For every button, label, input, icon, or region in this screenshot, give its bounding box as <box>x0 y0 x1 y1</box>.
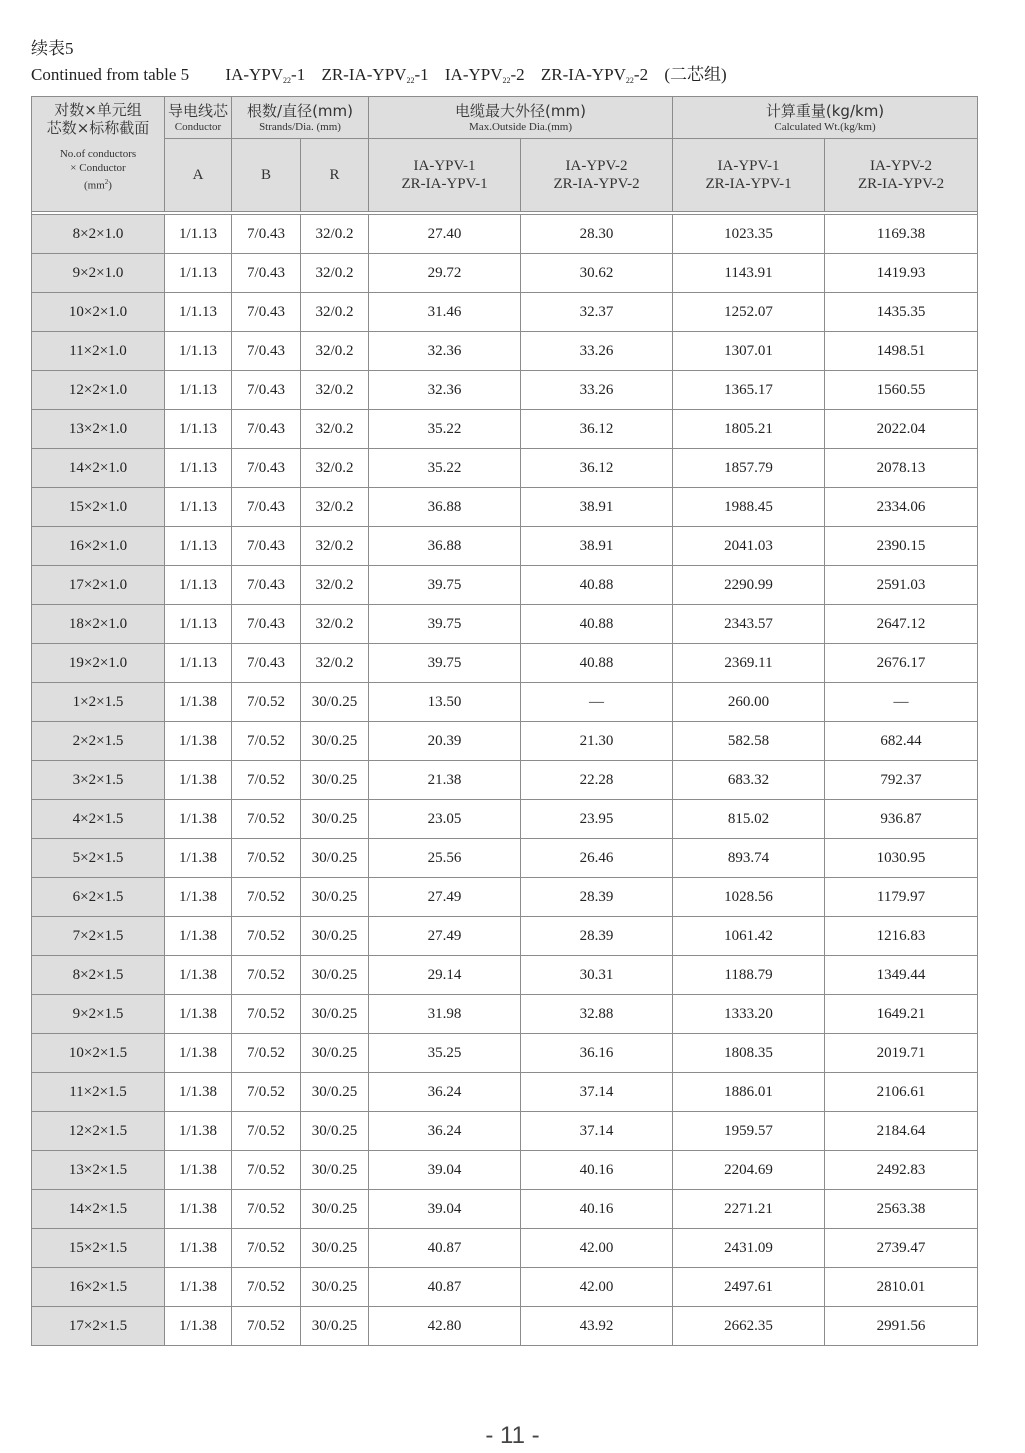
model-name: $IA-YPV_{22}-1$ <box>225 65 306 85</box>
cell-weight-ypv2: 1560.55 <box>825 371 978 410</box>
cell-conductor-a: 1/1.13 <box>165 449 232 488</box>
cell-strands-b: 7/0.43 <box>232 449 301 488</box>
cell-strands-b: 7/0.52 <box>232 800 301 839</box>
cell-weight-ypv2: 1419.93 <box>825 254 978 293</box>
cell-strands-r: 32/0.2 <box>301 605 369 644</box>
cell-conductor-a: 1/1.38 <box>165 1229 232 1268</box>
cell-strands-r: 32/0.2 <box>301 566 369 605</box>
cell-dia-ypv1: 32.36 <box>369 332 521 371</box>
cell-strands-b: 7/0.52 <box>232 1307 301 1346</box>
cell-weight-ypv2: 792.37 <box>825 761 978 800</box>
cell-weight-ypv1: 1333.20 <box>673 995 825 1034</box>
cell-conductor-a: 1/1.13 <box>165 527 232 566</box>
cell-strands-b: 7/0.43 <box>232 332 301 371</box>
cell-dia-ypv2: 37.14 <box>521 1073 673 1112</box>
model-name: $ZR-IA-YPV_{22}-2$ <box>540 65 649 85</box>
cell-weight-ypv2: 2991.56 <box>825 1307 978 1346</box>
cell-weight-ypv1: 1188.79 <box>673 956 825 995</box>
cell-strands-b: 7/0.52 <box>232 683 301 722</box>
cell-weight-ypv2: 1649.21 <box>825 995 978 1034</box>
cell-conductor-a: 1/1.38 <box>165 1307 232 1346</box>
cell-core-spec: 13×2×1.0 <box>32 410 165 449</box>
cell-strands-r: 30/0.25 <box>301 956 369 995</box>
cell-dia-ypv2: 40.88 <box>521 605 673 644</box>
cell-dia-ypv1: 29.72 <box>369 254 521 293</box>
cell-strands-r: 30/0.25 <box>301 1073 369 1112</box>
cell-weight-ypv2: 2492.83 <box>825 1151 978 1190</box>
cell-core-spec: 9×2×1.0 <box>32 254 165 293</box>
cell-strands-b: 7/0.52 <box>232 839 301 878</box>
table-row <box>32 410 978 449</box>
cell-weight-ypv1: 683.32 <box>673 761 825 800</box>
cell-dia-ypv1: 39.04 <box>369 1190 521 1229</box>
cell-dia-ypv1: 20.39 <box>369 722 521 761</box>
cell-dia-ypv1: 35.22 <box>369 449 521 488</box>
cell-weight-ypv1: 2662.35 <box>673 1307 825 1346</box>
cell-core-spec: 16×2×1.5 <box>32 1268 165 1307</box>
table-row <box>32 1151 978 1190</box>
cell-dia-ypv1: 25.56 <box>369 839 521 878</box>
cell-strands-b: 7/0.43 <box>232 605 301 644</box>
cell-strands-r: 32/0.2 <box>301 527 369 566</box>
cell-dia-ypv2: 36.12 <box>521 449 673 488</box>
table-row <box>32 254 978 293</box>
table-caption-en: Continued from table 5 <box>31 65 190 84</box>
cell-dia-ypv2: 30.62 <box>521 254 673 293</box>
cell-conductor-a: 1/1.38 <box>165 1151 232 1190</box>
cell-weight-ypv2: 1179.97 <box>825 878 978 917</box>
cell-strands-r: 30/0.25 <box>301 1268 369 1307</box>
cell-strands-r: 32/0.2 <box>301 410 369 449</box>
cable-spec-table <box>31 96 978 1346</box>
cell-conductor-a: 1/1.38 <box>165 800 232 839</box>
cell-strands-r: 30/0.25 <box>301 761 369 800</box>
cell-dia-ypv2: 36.12 <box>521 410 673 449</box>
cell-dia-ypv1: 39.75 <box>369 566 521 605</box>
cell-dia-ypv2: 28.30 <box>521 215 673 254</box>
cell-strands-r: 30/0.25 <box>301 1034 369 1073</box>
cell-strands-b: 7/0.52 <box>232 878 301 917</box>
cell-strands-r: 30/0.25 <box>301 878 369 917</box>
cell-dia-ypv2: 30.31 <box>521 956 673 995</box>
header-max-outside-dia: 电缆最大外径(mm) Max.Outside Dia.(mm) <box>369 97 673 139</box>
cell-strands-b: 7/0.52 <box>232 761 301 800</box>
cell-dia-ypv2: 23.95 <box>521 800 673 839</box>
cell-strands-r: 32/0.2 <box>301 371 369 410</box>
cell-strands-b: 7/0.52 <box>232 1190 301 1229</box>
cell-dia-ypv1: 21.38 <box>369 761 521 800</box>
cell-weight-ypv2: 2184.64 <box>825 1112 978 1151</box>
header-col-r: R <box>301 139 369 212</box>
cell-weight-ypv1: 1023.35 <box>673 215 825 254</box>
header-dia-ypv2: IA-YPV-2 ZR-IA-YPV-2 <box>521 139 673 212</box>
cell-dia-ypv2: 33.26 <box>521 371 673 410</box>
table-row <box>32 995 978 1034</box>
cell-strands-b: 7/0.43 <box>232 254 301 293</box>
cell-conductor-a: 1/1.13 <box>165 332 232 371</box>
cell-core-spec: 6×2×1.5 <box>32 878 165 917</box>
cell-dia-ypv1: 40.87 <box>369 1268 521 1307</box>
cell-weight-ypv2: 1435.35 <box>825 293 978 332</box>
cell-strands-b: 7/0.52 <box>232 956 301 995</box>
cell-core-spec: 15×2×1.0 <box>32 488 165 527</box>
cell-strands-r: 30/0.25 <box>301 1190 369 1229</box>
cell-weight-ypv2: 2390.15 <box>825 527 978 566</box>
header-strands: 根数/直径(mm) Strands/Dia. (mm) <box>232 97 369 139</box>
cell-weight-ypv1: 2204.69 <box>673 1151 825 1190</box>
cell-conductor-a: 1/1.13 <box>165 410 232 449</box>
table-row <box>32 605 978 644</box>
cell-strands-r: 32/0.2 <box>301 332 369 371</box>
table-row <box>32 488 978 527</box>
cell-dia-ypv1: 13.50 <box>369 683 521 722</box>
cell-dia-ypv2: 43.92 <box>521 1307 673 1346</box>
model-name: $IA-YPV_{22}-2$ <box>444 65 525 85</box>
cell-dia-ypv2: 28.39 <box>521 917 673 956</box>
cell-strands-r: 30/0.25 <box>301 683 369 722</box>
table-row <box>32 1190 978 1229</box>
core-group-label: (二芯组) <box>664 65 727 84</box>
cell-strands-r: 32/0.2 <box>301 215 369 254</box>
cell-conductor-a: 1/1.13 <box>165 254 232 293</box>
table-row <box>32 722 978 761</box>
cell-conductor-a: 1/1.38 <box>165 1073 232 1112</box>
cell-weight-ypv1: 1857.79 <box>673 449 825 488</box>
table-row <box>32 1112 978 1151</box>
table-row <box>32 956 978 995</box>
cell-strands-b: 7/0.43 <box>232 410 301 449</box>
cell-weight-ypv1: 260.00 <box>673 683 825 722</box>
cell-dia-ypv1: 29.14 <box>369 956 521 995</box>
cell-conductor-a: 1/1.38 <box>165 1112 232 1151</box>
table-row <box>32 839 978 878</box>
cell-dia-ypv1: 27.49 <box>369 878 521 917</box>
header-col-b: B <box>232 139 301 212</box>
cell-core-spec: 11×2×1.5 <box>32 1073 165 1112</box>
cell-weight-ypv2: 1030.95 <box>825 839 978 878</box>
cell-weight-ypv1: 2431.09 <box>673 1229 825 1268</box>
cell-conductor-a: 1/1.38 <box>165 995 232 1034</box>
cell-core-spec: 18×2×1.0 <box>32 605 165 644</box>
cell-core-spec: 5×2×1.5 <box>32 839 165 878</box>
header-col-a: A <box>165 139 232 212</box>
cell-conductor-a: 1/1.38 <box>165 917 232 956</box>
cell-weight-ypv1: 1959.57 <box>673 1112 825 1151</box>
cell-strands-b: 7/0.52 <box>232 1073 301 1112</box>
cell-strands-r: 30/0.25 <box>301 1307 369 1346</box>
cell-strands-b: 7/0.52 <box>232 1034 301 1073</box>
cell-strands-r: 30/0.25 <box>301 1151 369 1190</box>
cell-dia-ypv2: 32.37 <box>521 293 673 332</box>
cell-strands-b: 7/0.43 <box>232 293 301 332</box>
cell-dia-ypv2: 40.16 <box>521 1190 673 1229</box>
cell-strands-r: 30/0.25 <box>301 722 369 761</box>
cell-strands-r: 30/0.25 <box>301 1229 369 1268</box>
cell-weight-ypv1: 1886.01 <box>673 1073 825 1112</box>
cell-weight-ypv1: 2271.21 <box>673 1190 825 1229</box>
cell-core-spec: 17×2×1.5 <box>32 1307 165 1346</box>
cell-dia-ypv1: 39.75 <box>369 644 521 683</box>
cell-core-spec: 15×2×1.5 <box>32 1229 165 1268</box>
cell-weight-ypv2: 2810.01 <box>825 1268 978 1307</box>
cell-dia-ypv1: 23.05 <box>369 800 521 839</box>
cell-core-spec: 10×2×1.0 <box>32 293 165 332</box>
cell-weight-ypv2: 2739.47 <box>825 1229 978 1268</box>
cell-conductor-a: 1/1.38 <box>165 683 232 722</box>
table-row <box>32 1268 978 1307</box>
cell-weight-ypv2: 2676.17 <box>825 644 978 683</box>
cell-dia-ypv2: 37.14 <box>521 1112 673 1151</box>
cell-dia-ypv1: 39.04 <box>369 1151 521 1190</box>
cell-weight-ypv2: 2647.12 <box>825 605 978 644</box>
cell-weight-ypv2: 1349.44 <box>825 956 978 995</box>
cell-core-spec: 19×2×1.0 <box>32 644 165 683</box>
cell-dia-ypv2: 40.16 <box>521 1151 673 1190</box>
cell-core-spec: 14×2×1.5 <box>32 1190 165 1229</box>
cell-strands-b: 7/0.52 <box>232 1112 301 1151</box>
cell-core-spec: 1×2×1.5 <box>32 683 165 722</box>
header-wt-ypv1: IA-YPV-1 ZR-IA-YPV-1 <box>673 139 825 212</box>
cell-weight-ypv1: 2343.57 <box>673 605 825 644</box>
cell-weight-ypv2: 2106.61 <box>825 1073 978 1112</box>
cell-weight-ypv2: 2078.13 <box>825 449 978 488</box>
cell-strands-r: 30/0.25 <box>301 1112 369 1151</box>
cell-strands-r: 32/0.2 <box>301 488 369 527</box>
cell-dia-ypv1: 31.98 <box>369 995 521 1034</box>
cell-strands-r: 32/0.2 <box>301 254 369 293</box>
cell-conductor-a: 1/1.13 <box>165 215 232 254</box>
cell-core-spec: 16×2×1.0 <box>32 527 165 566</box>
cell-core-spec: 2×2×1.5 <box>32 722 165 761</box>
cell-core-spec: 11×2×1.0 <box>32 332 165 371</box>
table-row <box>32 1307 978 1346</box>
cell-dia-ypv1: 39.75 <box>369 605 521 644</box>
cell-dia-ypv1: 27.40 <box>369 215 521 254</box>
header-conductor: 导电线芯 Conductor <box>165 97 232 139</box>
cell-strands-b: 7/0.52 <box>232 1268 301 1307</box>
cell-dia-ypv2: 38.91 <box>521 488 673 527</box>
cell-dia-ypv2: 42.00 <box>521 1268 673 1307</box>
cell-weight-ypv1: 1028.56 <box>673 878 825 917</box>
cell-core-spec: 12×2×1.5 <box>32 1112 165 1151</box>
header-core-count: 对数×单元组 芯数×标称截面 No.of conductors × Conductor $(mm^2)$ <box>32 97 165 212</box>
cell-core-spec: 8×2×1.0 <box>32 215 165 254</box>
table-row <box>32 644 978 683</box>
table-row <box>32 761 978 800</box>
table-body <box>32 215 978 1346</box>
table-row <box>32 566 978 605</box>
cell-dia-ypv1: 42.80 <box>369 1307 521 1346</box>
cell-core-spec: 8×2×1.5 <box>32 956 165 995</box>
cell-dia-ypv2: — <box>521 683 673 722</box>
table-row <box>32 215 978 254</box>
cell-conductor-a: 1/1.13 <box>165 605 232 644</box>
cell-core-spec: 13×2×1.5 <box>32 1151 165 1190</box>
cell-weight-ypv2: 2022.04 <box>825 410 978 449</box>
cell-strands-b: 7/0.43 <box>232 644 301 683</box>
table-caption-cn: 续表5 <box>31 39 74 58</box>
header-calculated-weight: 计算重量(kg/km) Calculated Wt.(kg/km) <box>673 97 978 139</box>
cell-weight-ypv1: 2041.03 <box>673 527 825 566</box>
cell-dia-ypv2: 40.88 <box>521 644 673 683</box>
cell-conductor-a: 1/1.13 <box>165 644 232 683</box>
cell-dia-ypv1: 27.49 <box>369 917 521 956</box>
cell-dia-ypv2: 26.46 <box>521 839 673 878</box>
cell-weight-ypv1: 1365.17 <box>673 371 825 410</box>
cell-weight-ypv1: 582.58 <box>673 722 825 761</box>
cell-weight-ypv2: 936.87 <box>825 800 978 839</box>
cell-weight-ypv1: 1805.21 <box>673 410 825 449</box>
cell-weight-ypv1: 1061.42 <box>673 917 825 956</box>
cell-core-spec: 7×2×1.5 <box>32 917 165 956</box>
page-number: - 11 - <box>485 1422 540 1449</box>
cell-dia-ypv2: 36.16 <box>521 1034 673 1073</box>
table-row <box>32 917 978 956</box>
cell-weight-ypv1: 1307.01 <box>673 332 825 371</box>
cell-weight-ypv1: 2369.11 <box>673 644 825 683</box>
cell-conductor-a: 1/1.38 <box>165 761 232 800</box>
cell-dia-ypv2: 32.88 <box>521 995 673 1034</box>
cell-strands-r: 32/0.2 <box>301 644 369 683</box>
cell-weight-ypv1: 1808.35 <box>673 1034 825 1073</box>
cell-conductor-a: 1/1.38 <box>165 1034 232 1073</box>
cell-weight-ypv2: — <box>825 683 978 722</box>
table-row <box>32 332 978 371</box>
cell-conductor-a: 1/1.13 <box>165 488 232 527</box>
cell-strands-b: 7/0.52 <box>232 917 301 956</box>
cell-strands-b: 7/0.43 <box>232 488 301 527</box>
cell-weight-ypv2: 2019.71 <box>825 1034 978 1073</box>
cell-dia-ypv1: 35.25 <box>369 1034 521 1073</box>
model-name: $ZR-IA-YPV_{22}-1$ <box>321 65 429 85</box>
cell-strands-b: 7/0.43 <box>232 566 301 605</box>
cell-weight-ypv2: 1498.51 <box>825 332 978 371</box>
cell-strands-b: 7/0.43 <box>232 215 301 254</box>
table-row <box>32 878 978 917</box>
cell-strands-r: 30/0.25 <box>301 800 369 839</box>
cell-conductor-a: 1/1.38 <box>165 1190 232 1229</box>
cell-dia-ypv2: 42.00 <box>521 1229 673 1268</box>
cell-core-spec: 14×2×1.0 <box>32 449 165 488</box>
cell-dia-ypv2: 28.39 <box>521 878 673 917</box>
cell-weight-ypv2: 2563.38 <box>825 1190 978 1229</box>
cell-dia-ypv2: 22.28 <box>521 761 673 800</box>
cell-weight-ypv1: 815.02 <box>673 800 825 839</box>
cell-conductor-a: 1/1.38 <box>165 839 232 878</box>
cell-strands-b: 7/0.52 <box>232 995 301 1034</box>
cell-conductor-a: 1/1.38 <box>165 878 232 917</box>
cell-weight-ypv2: 2334.06 <box>825 488 978 527</box>
cell-strands-r: 32/0.2 <box>301 293 369 332</box>
cell-weight-ypv2: 1169.38 <box>825 215 978 254</box>
cell-dia-ypv1: 40.87 <box>369 1229 521 1268</box>
cell-strands-r: 32/0.2 <box>301 449 369 488</box>
table-caption-line <box>31 60 727 85</box>
cell-core-spec: 4×2×1.5 <box>32 800 165 839</box>
cell-weight-ypv2: 1216.83 <box>825 917 978 956</box>
cell-conductor-a: 1/1.38 <box>165 722 232 761</box>
cell-weight-ypv2: 682.44 <box>825 722 978 761</box>
cell-dia-ypv1: 36.24 <box>369 1073 521 1112</box>
table-row <box>32 683 978 722</box>
cell-dia-ypv1: 36.88 <box>369 527 521 566</box>
cell-core-spec: 10×2×1.5 <box>32 1034 165 1073</box>
cell-strands-b: 7/0.52 <box>232 1151 301 1190</box>
cell-weight-ypv1: 1143.91 <box>673 254 825 293</box>
cell-weight-ypv2: 2591.03 <box>825 566 978 605</box>
cell-core-spec: 3×2×1.5 <box>32 761 165 800</box>
header-dia-ypv1: IA-YPV-1 ZR-IA-YPV-1 <box>369 139 521 212</box>
cell-strands-b: 7/0.43 <box>232 371 301 410</box>
cell-weight-ypv1: 2290.99 <box>673 566 825 605</box>
cell-conductor-a: 1/1.13 <box>165 566 232 605</box>
cell-dia-ypv2: 40.88 <box>521 566 673 605</box>
table-row <box>32 1034 978 1073</box>
cell-dia-ypv2: 21.30 <box>521 722 673 761</box>
cell-dia-ypv2: 33.26 <box>521 332 673 371</box>
cell-weight-ypv1: 2497.61 <box>673 1268 825 1307</box>
cell-strands-r: 30/0.25 <box>301 839 369 878</box>
cell-conductor-a: 1/1.38 <box>165 1268 232 1307</box>
cell-dia-ypv1: 32.36 <box>369 371 521 410</box>
table-row <box>32 1073 978 1112</box>
header-wt-ypv2: IA-YPV-2 ZR-IA-YPV-2 <box>825 139 978 212</box>
cell-core-spec: 9×2×1.5 <box>32 995 165 1034</box>
cell-dia-ypv1: 36.24 <box>369 1112 521 1151</box>
table-row <box>32 800 978 839</box>
cell-strands-r: 30/0.25 <box>301 995 369 1034</box>
cell-dia-ypv2: 38.91 <box>521 527 673 566</box>
cell-dia-ypv1: 36.88 <box>369 488 521 527</box>
table-row <box>32 293 978 332</box>
cell-weight-ypv1: 893.74 <box>673 839 825 878</box>
cell-strands-b: 7/0.52 <box>232 1229 301 1268</box>
table-row <box>32 449 978 488</box>
table-row <box>32 1229 978 1268</box>
cell-conductor-a: 1/1.13 <box>165 293 232 332</box>
cell-core-spec: 17×2×1.0 <box>32 566 165 605</box>
cell-strands-b: 7/0.43 <box>232 527 301 566</box>
cell-core-spec: 12×2×1.0 <box>32 371 165 410</box>
cell-conductor-a: 1/1.38 <box>165 956 232 995</box>
cell-dia-ypv1: 31.46 <box>369 293 521 332</box>
cell-strands-b: 7/0.52 <box>232 722 301 761</box>
table-row <box>32 371 978 410</box>
cell-weight-ypv1: 1988.45 <box>673 488 825 527</box>
cell-conductor-a: 1/1.13 <box>165 371 232 410</box>
cell-dia-ypv1: 35.22 <box>369 410 521 449</box>
cell-strands-r: 30/0.25 <box>301 917 369 956</box>
cell-weight-ypv1: 1252.07 <box>673 293 825 332</box>
table-row <box>32 527 978 566</box>
